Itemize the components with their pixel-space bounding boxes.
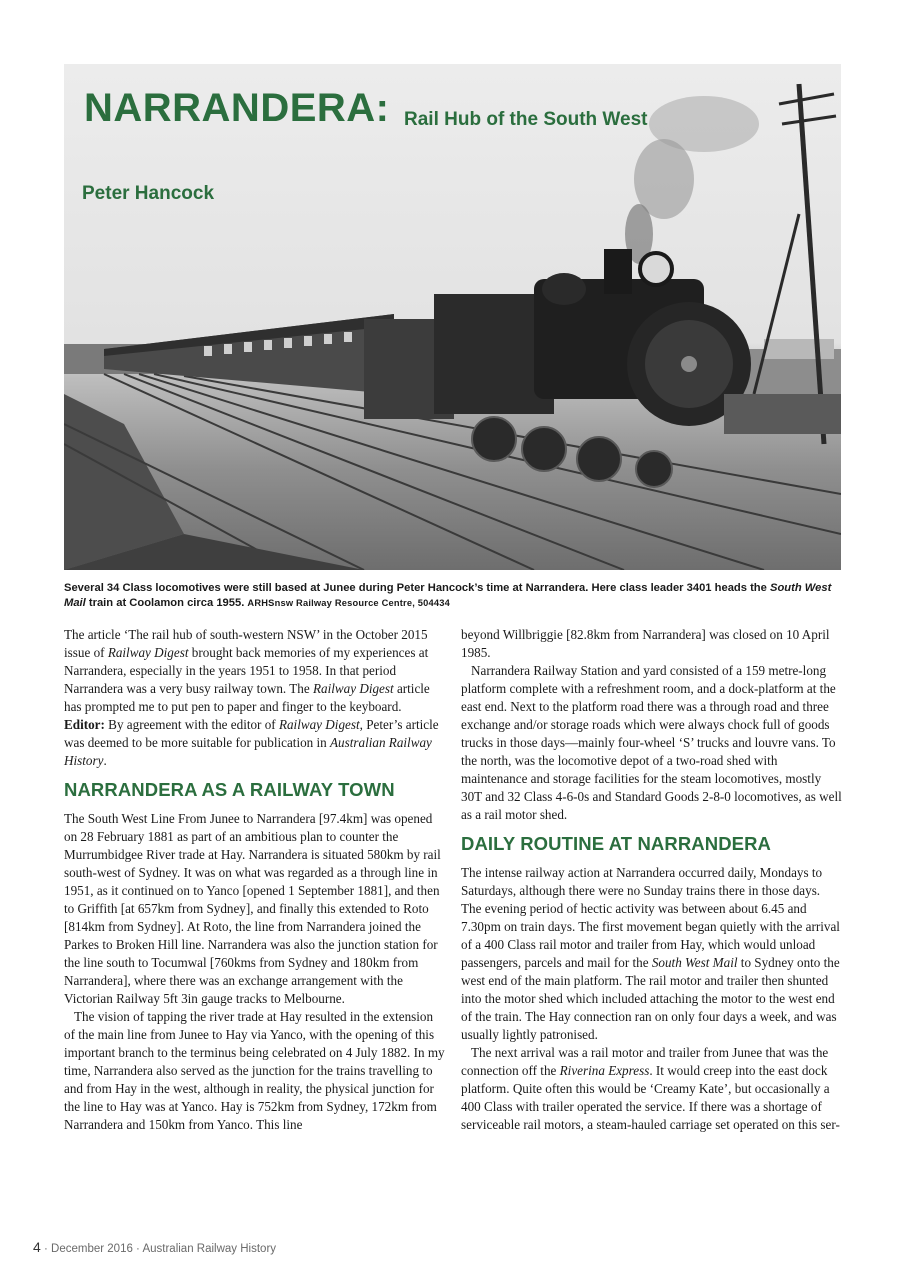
article-title: NARRANDERA: <box>84 86 390 130</box>
body-paragraph: beyond Willbriggie [82.8km from Narrandera] was closed on 10 April 1985. <box>461 627 830 660</box>
body-paragraph: The vision of tapping the river trade at Hay resulted in the extension of the main line from Junee to Hay via Yanco, with the opening of this important branch to the terminus being celebrated on 4 July 1882. In my time, Narrandera also served as the junction for the trains travelling to and from Hay in the west, although in reality, the physical junction for the line to Hay was at Yanco. Hay is 752km from Sydney, 172km from Narrandera and 150km from Yanco. This line <box>64 1009 445 1132</box>
page-footer: 4 · December 2016 · Australian Railway History <box>33 1239 277 1255</box>
caption-text: Several 34 Class locomotives were still based at Junee during Peter Hancock’s time at Narrandera. Here class leader 3401 heads the <box>64 582 770 594</box>
caption-text-2: train at Coolamon circa 1955. <box>85 597 248 609</box>
editor-note: Editor: By agreement with the editor of Railway Digest, Peter’s article was deemed to be more suitable for publication in Australian Railway History. <box>64 717 439 768</box>
section-heading-daily-routine: DAILY ROUTINE AT NARRANDERA <box>461 833 772 854</box>
body-paragraph: The South West Line From Junee to Narrandera [97.4km] was opened on 28 February 1881 as part of an ambitious plan to counter the Murrumbidgee River trade at Hay. Narrandera is situated 580km by rail south-west of Sydney. It was on what was regarded as a through line in 1951, as it continued on to Yanco [opened 1 September 1881], and then to Griffith [at 657km from Sydney], and finally this extended to Roto [814km from Sydney]. At Roto, the line from Narrandera joined the Parkes to Broken Hill line. Narrandera was also the junction station for the line south to Tocumwal [760kms from Sydney and 180km from Narrandera], where there was an exchange arrangement with the Victorian Railway 5ft 3in gauge tracks to Melbourne. <box>64 811 441 1006</box>
caption-credit: ARHSnsw Railway Resource Centre, 504434 <box>247 598 451 608</box>
article-author: Peter Hancock <box>82 183 215 204</box>
body-paragraph: The next arrival was a rail motor and trailer from Junee that was the connection off the Riverina Express. It would creep into the east dock platform. Quite often this would be ‘Creamy Kate’, but occasionally a 400 Class with trailer operated the service. If there was a shortage of serviceable rail motors, a steam-hauled carriage set operated on this ser- <box>461 1045 840 1132</box>
photo-illustration <box>64 64 841 570</box>
page-number: 4 <box>33 1239 41 1255</box>
caption-train-name: South West Mail <box>64 582 832 609</box>
intro-paragraph: The article ‘The rail hub of south-western NSW’ in the October 2015 issue of Railway Digest brought back memories of my experiences at Narrandera, especially in the years 1951 to 1958. In that period Narrandera was a very busy railway town. The Railway Digest article has prompted me to put pen to paper and finger to the keyboard. <box>64 627 430 714</box>
publication-name: Australian Railway History <box>142 1243 277 1255</box>
body-paragraph: The intense railway action at Narrandera occurred daily, Mondays to Saturdays, although there were no Sunday trains there in those days. The evening period of hectic activity was between about 6.45 and 7.30pm on train days. The first movement began quietly with the arrival of a 400 Class rail motor and trailer from Hay, which would unload passengers, parcels and mail for the South West Mail to Sydney onto the west end of the main platform. The rail motor and trailer then shunted into the motor shed which included attaching the motor to the west end of the train. The Hay connection ran on only four days a week, and was usually lightly patronised. <box>461 865 840 1042</box>
photo-caption <box>64 581 841 611</box>
section-heading-railway-town: NARRANDERA AS A RAILWAY TOWN <box>64 779 395 800</box>
right-column <box>461 626 843 1134</box>
body-paragraph: Narrandera Railway Station and yard consisted of a 159 metre-long platform complete with a refreshment room, and a dock-platform at the east end. Next to the platform road there was a through road and three exchange and/or storage roads which were always chock full of goods trucks in those days—mainly four-wheel ‘S’ trucks and louvre vans. To the north, was the locomotive depot of a two-road shed with maintenance and storage facilities for the steam locomotives, mostly 30T and 32 Class 4-6-0s and Standard Goods 2-8-0 locomotives, as well as a rail motor shed. <box>461 663 842 822</box>
left-column <box>64 626 446 1134</box>
article-subtitle: Rail Hub of the South West <box>404 109 648 130</box>
editor-label: Editor: <box>64 717 105 732</box>
issue-date: December 2016 <box>51 1243 133 1255</box>
locomotive-photo <box>64 64 841 570</box>
